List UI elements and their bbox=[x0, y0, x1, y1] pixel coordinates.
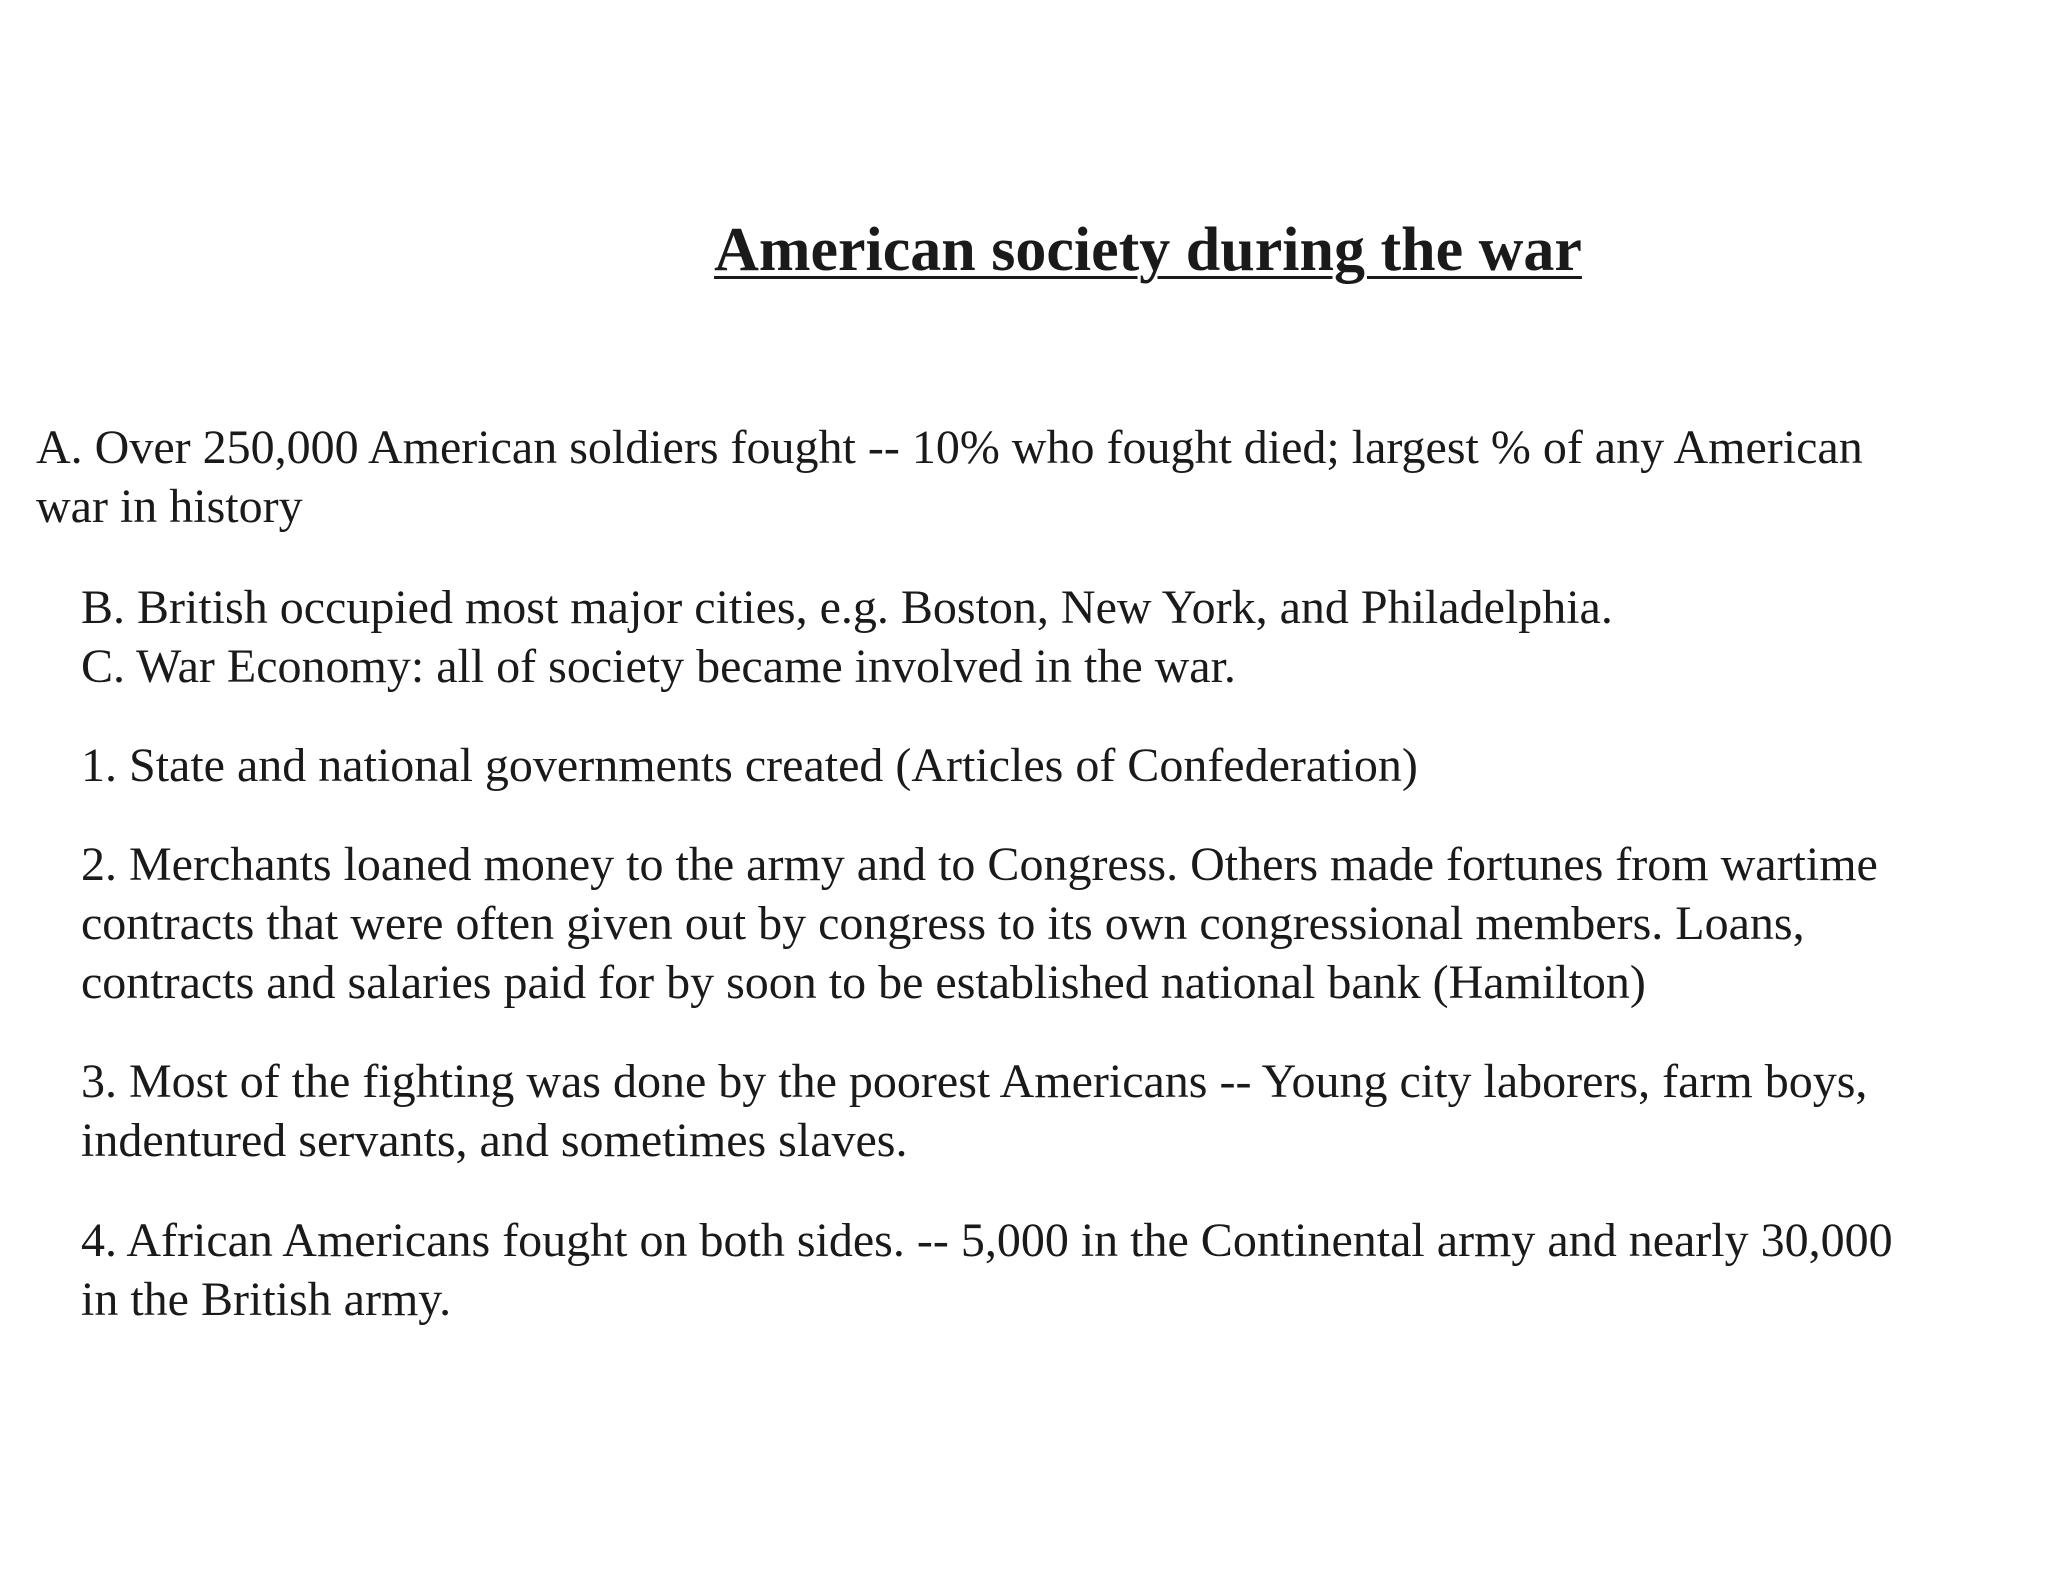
list-item-b bbox=[81, 578, 2021, 637]
list-item-line: contracts that were often given out by congress to its own congressional members. Loans, bbox=[81, 897, 1805, 950]
list-item-line: contracts and salaries paid for by soon to be established national bank (Hamilton) bbox=[81, 956, 1646, 1009]
list-item-line: in the British army. bbox=[81, 1273, 452, 1326]
list-item-line: C. War Economy: all of society became involved in the war. bbox=[81, 640, 1236, 693]
list-item-line: indentured servants, and sometimes slaves. bbox=[81, 1114, 908, 1167]
list-item-3 bbox=[81, 1052, 2021, 1170]
list-item-line: 4. African Americans fought on both sides. -- 5,000 in the Continental army and nearly 30,000 bbox=[81, 1214, 1893, 1267]
list-item-line: war in history bbox=[36, 480, 303, 533]
list-item-line: A. Over 250,000 American soldiers fought -- 10% who fought died; largest % of any American bbox=[36, 421, 1863, 474]
list-item-c bbox=[81, 637, 2021, 696]
list-item-line: 2. Merchants loaned money to the army and to Congress. Others made fortunes from wartime bbox=[81, 838, 1878, 891]
list-item-a bbox=[36, 418, 2026, 536]
list-item-4 bbox=[81, 1211, 2021, 1329]
page-title: American society during the war bbox=[714, 216, 1582, 284]
list-item-line: 1. State and national governments created (Articles of Confederation) bbox=[81, 739, 1418, 792]
list-item-2 bbox=[81, 835, 2021, 1012]
list-item-line: B. British occupied most major cities, e.g. Boston, New York, and Philadelphia. bbox=[81, 581, 1613, 634]
list-item-1 bbox=[81, 736, 2021, 795]
list-item-line: 3. Most of the fighting was done by the poorest Americans -- Young city laborers, farm boys, bbox=[81, 1055, 1868, 1108]
